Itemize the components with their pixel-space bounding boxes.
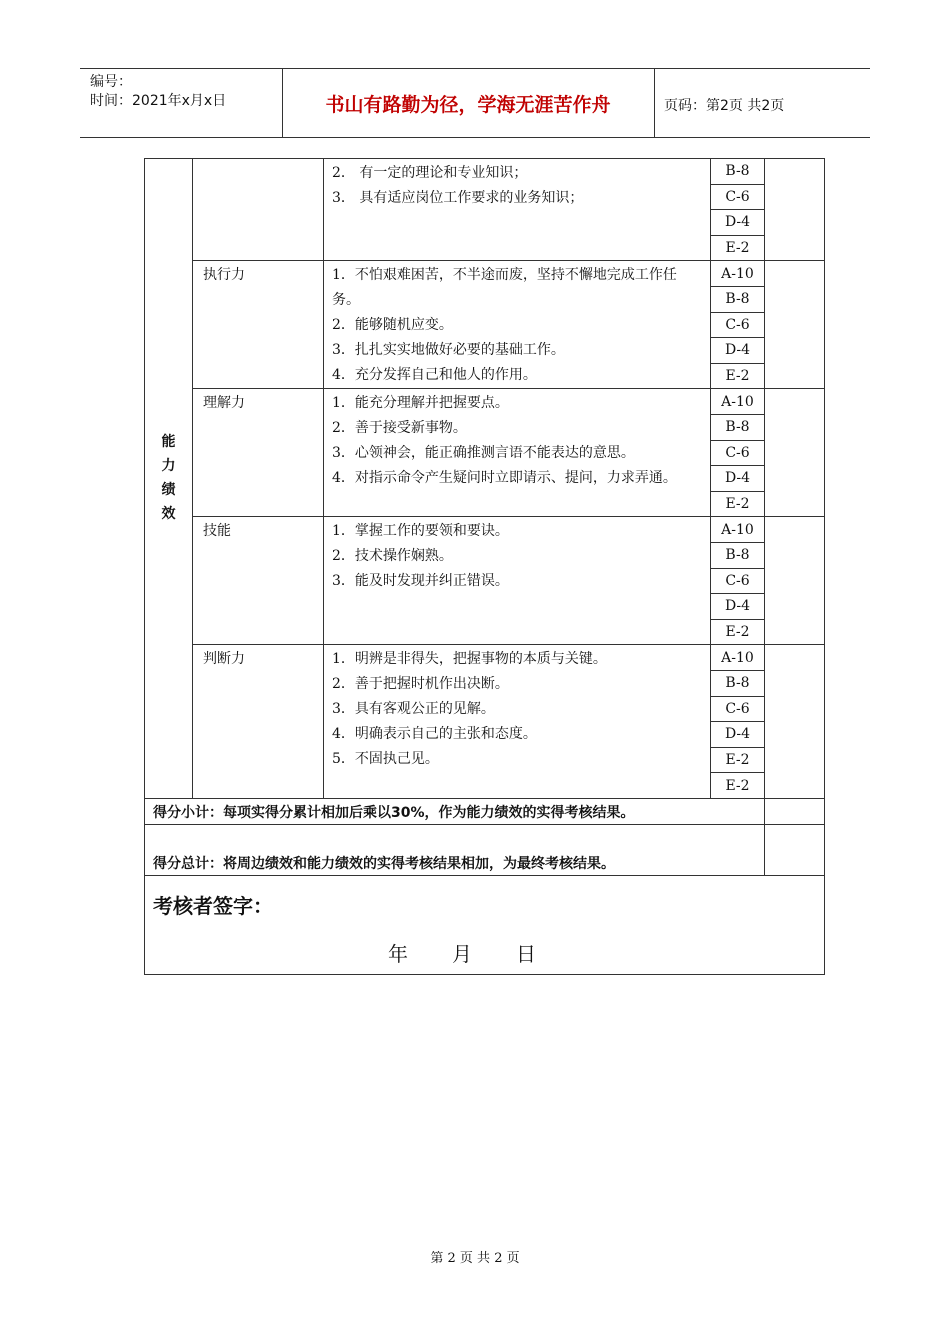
date-day-label: 日 — [516, 941, 536, 966]
score-cell[interactable] — [765, 645, 825, 799]
grade-option: C-6 — [711, 312, 765, 338]
grade-option: D-4 — [711, 722, 765, 748]
criterion-line: 2． 有一定的理论和专业知识； — [332, 165, 528, 181]
criterion-line: 4．明确表示自己的主张和态度。 — [332, 726, 537, 743]
subtotal-text: 得分小计：每项实得分累计相加后乘以30%，作为能力绩效的实得考核结果。 — [145, 798, 765, 824]
grade-option: E-2 — [711, 363, 765, 389]
grade-option: B-8 — [711, 670, 765, 696]
grade-row — [145, 645, 825, 671]
grade-option: B-8 — [711, 542, 765, 568]
document-time-label: 时间：2021年x月x日 — [90, 93, 227, 109]
criterion-line: 2．技术操作娴熟。 — [332, 548, 453, 565]
criterion-description — [324, 261, 711, 389]
grade-option: D-4 — [711, 338, 765, 364]
criterion-name — [193, 159, 324, 261]
criterion-line: 3．具有客观公正的见解。 — [332, 701, 495, 718]
grade-option: E-2 — [711, 491, 765, 517]
criterion-name: 理解力 — [193, 389, 324, 517]
criterion-line: 4．对指示命令产生疑问时立即请示、提问，力求弄通。 — [332, 470, 677, 487]
criterion-description — [324, 645, 711, 799]
score-cell[interactable] — [765, 389, 825, 517]
page-footer: 第 2 页 共 2 页 — [430, 1251, 520, 1266]
criterion-name: 技能 — [193, 517, 324, 645]
header-divider — [654, 69, 655, 137]
criterion-line: 3． 具有适应岗位工作要求的业务知识； — [332, 190, 584, 206]
criterion-line: 1．不怕艰难困苦，不半途而废，坚持不懈地完成工作任务。 — [332, 267, 677, 309]
signature-area[interactable] — [145, 875, 825, 974]
grade-option: B-8 — [711, 414, 765, 440]
score-cell[interactable] — [765, 159, 825, 261]
signature-row — [145, 875, 825, 974]
total-score-cell[interactable] — [765, 824, 825, 875]
score-cell[interactable] — [765, 261, 825, 389]
criterion-line: 5．不固执己见。 — [332, 751, 439, 768]
grade-option: E-2 — [711, 773, 765, 799]
grade-option: C-6 — [711, 568, 765, 594]
header-page-info: 页码：第2页 共2页 — [664, 98, 785, 114]
criterion-line: 2．能够随机应变。 — [332, 317, 453, 334]
category-char: 能 — [161, 434, 176, 451]
criterion-name: 判断力 — [193, 645, 324, 799]
grade-row — [145, 261, 825, 287]
grade-option: A-10 — [711, 645, 765, 671]
subtotal-row — [145, 798, 825, 824]
header-meta — [90, 73, 226, 111]
grade-option: A-10 — [711, 517, 765, 543]
grade-option: E-2 — [711, 235, 765, 261]
criterion-name: 执行力 — [193, 261, 324, 389]
grade-option: B-8 — [711, 159, 765, 185]
grade-row — [145, 517, 825, 543]
criterion-description — [324, 159, 711, 261]
criterion-description — [324, 517, 711, 645]
date-month-label: 月 — [452, 941, 472, 966]
grade-row — [145, 159, 825, 185]
category-char: 效 — [161, 506, 176, 523]
grade-option: A-10 — [711, 261, 765, 287]
criterion-description — [324, 389, 711, 517]
criterion-line: 1．能充分理解并把握要点。 — [332, 395, 509, 412]
criterion-line: 3．心领神会，能正确推测言语不能表达的意思。 — [332, 445, 635, 462]
grade-option: C-6 — [711, 696, 765, 722]
header-motto: 书山有路勤为径，学海无涯苦作舟 — [325, 93, 611, 116]
page-header — [80, 68, 870, 138]
total-text: 得分总计：将周边绩效和能力绩效的实得考核结果相加，为最终考核结果。 — [145, 824, 765, 875]
evaluation-table — [144, 158, 825, 975]
grade-option: C-6 — [711, 440, 765, 466]
grade-option: E-2 — [711, 747, 765, 773]
grade-option: C-6 — [711, 184, 765, 210]
total-row — [145, 824, 825, 875]
score-cell[interactable] — [765, 517, 825, 645]
criterion-line: 3．能及时发现并纠正错误。 — [332, 573, 509, 590]
grade-option: D-4 — [711, 210, 765, 236]
criterion-line: 1．掌握工作的要领和要诀。 — [332, 523, 509, 540]
category-cell — [145, 159, 193, 799]
category-char: 绩 — [161, 482, 176, 499]
criterion-line: 2．善于把握时机作出决断。 — [332, 676, 509, 693]
grade-option: B-8 — [711, 286, 765, 312]
grade-option: D-4 — [711, 466, 765, 492]
signature-date — [388, 938, 580, 967]
grade-option: D-4 — [711, 594, 765, 620]
grade-option: E-2 — [711, 619, 765, 645]
category-char: 力 — [161, 458, 176, 475]
criterion-line: 1．明辨是非得失，把握事物的本质与关键。 — [332, 651, 607, 668]
criterion-line: 4．充分发挥自己和他人的作用。 — [332, 367, 537, 384]
grade-option: A-10 — [711, 389, 765, 415]
signature-label: 考核者签字： — [153, 893, 273, 918]
subtotal-score-cell[interactable] — [765, 798, 825, 824]
grade-row — [145, 389, 825, 415]
criterion-line: 3．扎扎实实地做好必要的基础工作。 — [332, 342, 565, 359]
date-year-label: 年 — [388, 941, 408, 966]
criterion-line: 2．善于接受新事物。 — [332, 420, 467, 437]
document-number-label: 编号： — [90, 74, 132, 90]
